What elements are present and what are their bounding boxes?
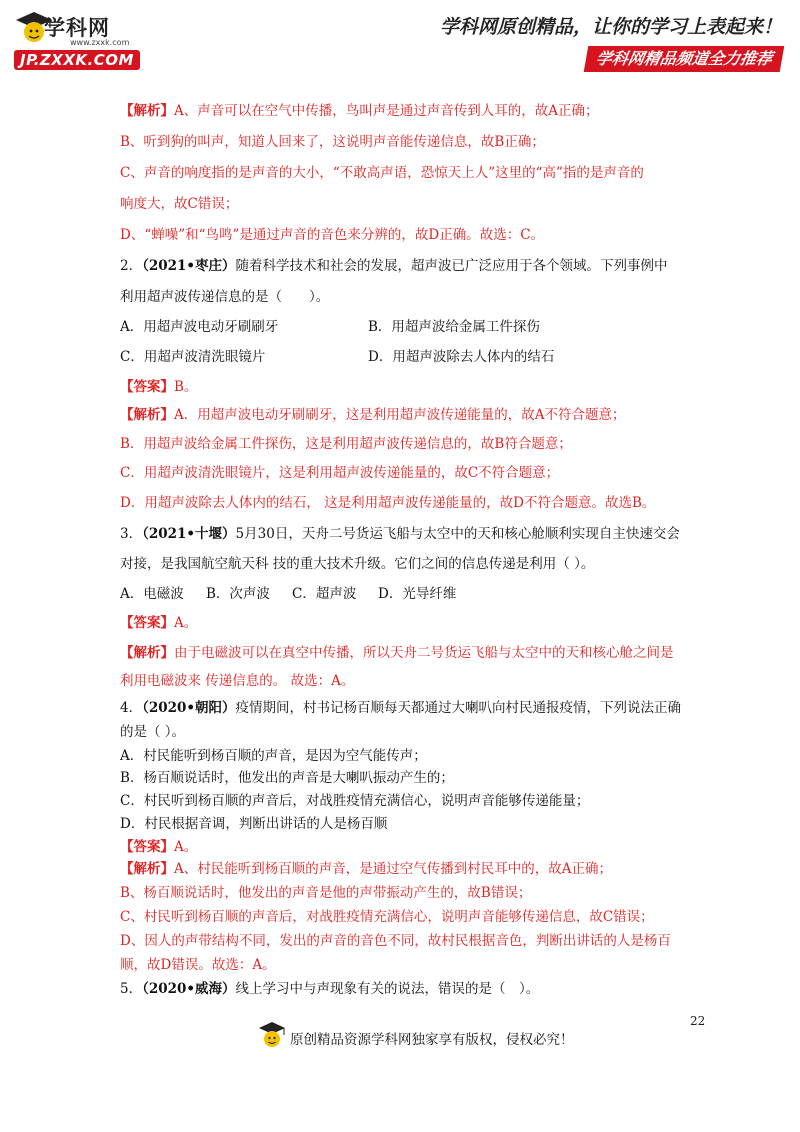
answer-line <box>120 614 700 644</box>
answer-value: A。 <box>174 615 198 631</box>
analysis-text: A、声音可以在空气中传播，鸟叫声是通过声音传到人耳的，故A正确； <box>174 103 599 119</box>
choice-a: A．用超声波电动牙刷刷牙 <box>120 319 279 335</box>
analysis-line <box>120 102 700 133</box>
analysis-line: D、因人的声带结构不同，发出的声音的音色不同，故村民根据音色，判断出讲话的人是杨百 <box>120 933 671 949</box>
question-stem <box>120 980 700 1004</box>
answer-line <box>120 838 700 860</box>
analysis-line: 响度大，故C错误； <box>120 196 239 212</box>
question-number: 5． <box>120 981 143 997</box>
question-stem: 对接，是我国航空航天科 技的重大技术升级。它们之间的信息传递是利用（ ）。 <box>120 556 595 572</box>
choice-a: A．电磁波 <box>120 586 184 602</box>
document-body <box>120 92 700 1004</box>
choice-b: B．杨百顺说话时，他发出的声音是大喇叭振动产生的； <box>120 770 454 786</box>
copyright-notice: 原创精品资源学科网独家享有版权，侵权必究！ <box>290 1032 574 1048</box>
choice-c: C．用超声波清洗眼镜片 <box>120 349 266 365</box>
choice-b: B．次声波 <box>206 586 270 602</box>
header-slogan: 学科网原创精品，让你的学习上表起来！ <box>439 16 782 38</box>
answer-tag: 【答案】 <box>120 839 174 855</box>
analysis-text: A、村民能听到杨百顺的声音，是通过空气传播到村民耳中的，故A正确； <box>174 861 612 877</box>
choice-d: D．村民根据音调，判断出讲话的人是杨百顺 <box>120 816 388 832</box>
choice-row <box>120 348 700 378</box>
analysis-line <box>120 860 700 884</box>
analysis-line: 顺，故D错误。故选：A。 <box>120 957 276 973</box>
answer-line <box>120 378 700 406</box>
analysis-line: B、听到狗的叫声，知道人回来了，这说明声音能传递信息，故B正确； <box>120 134 545 150</box>
analysis-text: 由于电磁波可以在真空中传播，所以天舟二号货运飞船与太空中的天和核心舱之间是 <box>174 645 674 661</box>
graduation-cap-icon <box>258 1020 288 1052</box>
stem-text: 随着科学技术和社会的发展，超声波已广泛应用于各个领域。下列事例中 <box>235 258 668 274</box>
analysis-line: D、“蝉噪”和“鸟鸣”是通过声音的音色来分辨的，故D正确。故选：C。 <box>120 227 545 243</box>
analysis-line: B．用超声波给金属工件探伤，这是利用超声波传递信息的，故B符合题意； <box>120 436 572 452</box>
question-number: 4． <box>120 700 143 716</box>
stem-text: 线上学习中与声现象有关的说法，错误的是（ ）。 <box>235 981 540 997</box>
answer-tag: 【答案】 <box>120 615 174 631</box>
channel-banner: 学科网精品频道全力推荐 <box>584 46 785 72</box>
question-source: （2021•十堰） <box>142 526 236 542</box>
question-number: 2． <box>120 258 143 274</box>
zxxk-logo[interactable] <box>14 10 164 72</box>
analysis-line <box>120 406 700 435</box>
choice-a: A．村民能听到杨百顺的声音，是因为空气能传声； <box>120 748 427 764</box>
question-number: 3． <box>120 526 143 542</box>
analysis-tag: 【解析】 <box>120 645 174 661</box>
page-number: 22 <box>690 1014 706 1028</box>
question-5 <box>120 980 700 1004</box>
choice-row <box>120 585 700 614</box>
logo-url-badge: JP.ZXXK.COM <box>14 50 140 70</box>
choice-row <box>120 318 700 348</box>
stem-text: 5月30日，天舟二号货运飞船与太空中的天和核心舱顺利实现自主快速交会 <box>235 526 680 542</box>
answer-value: B。 <box>174 379 198 395</box>
page-header <box>0 0 800 80</box>
analysis-tag: 【解析】 <box>120 103 174 119</box>
question-2 <box>120 257 700 525</box>
question-stem: 的是（ ）。 <box>120 724 186 740</box>
stem-text: 疫情期间，村书记杨百顺每天都通过大喇叭向村民通报疫情，下列说法正确 <box>235 700 682 716</box>
answer-tag: 【答案】 <box>120 379 174 395</box>
question-stem <box>120 699 700 723</box>
analysis-text: A．用超声波电动牙刷刷牙，这是利用超声波传递能量的，故A不符合题意； <box>174 407 626 423</box>
analysis-tag: 【解析】 <box>120 861 174 877</box>
analysis-line: C、村民听到杨百顺的声音后，对战胜疫情充满信心，说明声音能够传递信息，故C错误； <box>120 909 654 925</box>
analysis-line: D．用超声波除去人体内的结石， 这是利用超声波传递能量的，故D不符合题意。故选B。 <box>120 495 656 511</box>
question-source: （2020•威海） <box>142 981 236 997</box>
analysis-line: C、声音的响度指的是声音的大小，“不敢高声语，恐惊天上人”这里的“高”指的是声音的 <box>120 165 644 181</box>
question-source: （2021•枣庄） <box>142 258 236 274</box>
q1-analysis <box>120 102 700 257</box>
choice-d: D．光导纤维 <box>378 586 457 602</box>
question-3 <box>120 525 700 699</box>
question-stem <box>120 525 700 555</box>
choice-c: C．村民听到杨百顺的声音后，对战胜疫情充满信心，说明声音能够传递能量； <box>120 793 590 809</box>
analysis-line: B、杨百顺说话时，他发出的声音是他的声带振动产生的，故B错误； <box>120 885 532 901</box>
answer-value: A。 <box>174 839 198 855</box>
choice-c: C．超声波 <box>292 586 357 602</box>
question-4 <box>120 699 700 980</box>
question-stem <box>120 257 700 288</box>
question-source: （2020•朝阳） <box>142 700 236 716</box>
question-stem: 利用超声波传递信息的是（ ）。 <box>120 289 330 305</box>
logo-text: 学科网 <box>44 16 110 40</box>
analysis-line <box>120 644 700 672</box>
analysis-line: 利用电磁波来 传递信息的。 故选：A。 <box>120 673 355 689</box>
logo-small-url: www.zxxk.com <box>70 38 130 47</box>
analysis-line: C．用超声波清洗眼镜片，这是利用超声波传递能量的，故C不符合题意； <box>120 465 560 481</box>
choice-b: B．用超声波给金属工件探伤 <box>368 319 540 335</box>
analysis-tag: 【解析】 <box>120 407 174 423</box>
choice-d: D．用超声波除去人体内的结石 <box>368 349 555 365</box>
